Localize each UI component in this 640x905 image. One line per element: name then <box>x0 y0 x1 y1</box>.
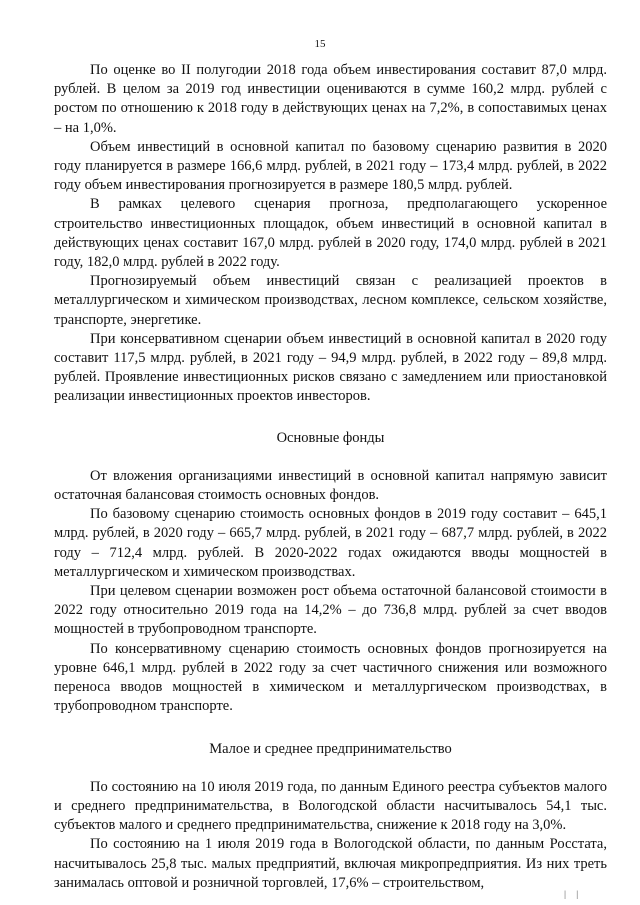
paragraph-base-scenario-investment: Объем инвестиций в основной капитал по базовому сценарию развития в 2020 году планируется в размере 166,6 млрд. рублей, в 2021 году – 173,4 млрд. рублей, в 2022 году объем инвестирования прогнозируется в размере 180,5 млрд. рублей. <box>54 138 607 194</box>
paragraph-fixed-assets-conservative: По консервативному сценарию стоимость основных фондов прогнозируется на уровне 646,1 млрд. рублей в 2022 году за счет частичного снижения или возможного переноса вводов мощностей в химическом и металлургическом производствах, в трубопроводном транспорте. <box>54 640 607 715</box>
paragraph-fixed-assets-target: При целевом сценарии возможен рост объема остаточной балансовой стоимости в 2022 году относительно 2019 года на 14,2% – до 736,8 млрд. рублей за счет вводов мощностей в трубопроводном транспорте. <box>54 583 607 638</box>
paragraph-fixed-assets-intro: От вложения организациями инвестиций в основной капитал напрямую зависит остаточная балансовая стоимость основных фондов. <box>54 467 607 504</box>
paragraph-fixed-assets-base: По базовому сценарию стоимость основных фондов в 2019 году составит – 645,1 млрд. рублей, в 2020 году – 665,7 млрд. рублей, в 2021 году – 687,7 млрд. рублей, в 2022 году – 712,4 млрд. рублей. В 2020-2022 годах ожидаются вводы мощностей в металлургическом и химическом производствах. <box>54 506 607 580</box>
paragraph-investment-h2-2018: По оценке во II полугодии 2018 года объем инвестирования составит 87,0 млрд. рублей. В целом за 2019 год инвестиции оцениваются в сумме 160,2 млрд. рублей с ростом по отношению к 2018 году в действующих ценах на 7,2%, в сопоставимых ценах – на 1,0%. <box>54 62 607 136</box>
paragraph-target-scenario-investment: В рамках целевого сценария прогноза, предполагающего ускоренное строительство инвестиционных площадок, объем инвестиций в основной капитал в действующих ценах составит 167,0 млрд. рублей в 2020 году, 174,0 млрд. рублей в 2021 году, 182,0 млрд. рублей в 2022 году. <box>54 196 607 271</box>
section-heading-fixed-assets: Основные фонды <box>276 429 385 446</box>
document-body <box>54 61 607 893</box>
paragraph-investment-projects: Прогнозируемый объем инвестиций связан с реализацией проектов в металлургическом и химическом производствах, лесном комплексе, сельском хозяйстве, транспорте, энергетике. <box>54 273 607 328</box>
paragraph-sme-registry: По состоянию на 10 июля 2019 года, по данным Единого реестра субъектов малого и среднего предпринимательства, в Вологодской области насчитывалось 54,1 тыс. субъектов малого и среднего предпринимательства, снижение к 2018 году на 3,0%. <box>54 778 607 834</box>
page-number: 15 <box>314 38 326 50</box>
corner-marks: | | <box>564 889 582 899</box>
paragraph-small-enterprises: По состоянию на 1 июля 2019 года в Вологодской области, по данным Росстата, насчитывалось 25,8 тыс. малых предприятий, включая микропредприятия. Из них треть занималась оптовой и розничной торговлей, 17,6% – строительством, <box>54 836 607 891</box>
paragraph-conservative-scenario-investment: При консервативном сценарии объем инвестиций в основной капитал в 2020 году составит 117,5 млрд. рублей, в 2021 году – 94,9 млрд. рублей, в 2022 году – 89,8 млрд. рублей. Проявление инвестиционных рисков связано с замедлением или приостановкой реализации инвестиционных проектов инвесторов. <box>54 330 607 405</box>
section-heading-small-business: Малое и среднее предпринимательство <box>209 740 452 757</box>
